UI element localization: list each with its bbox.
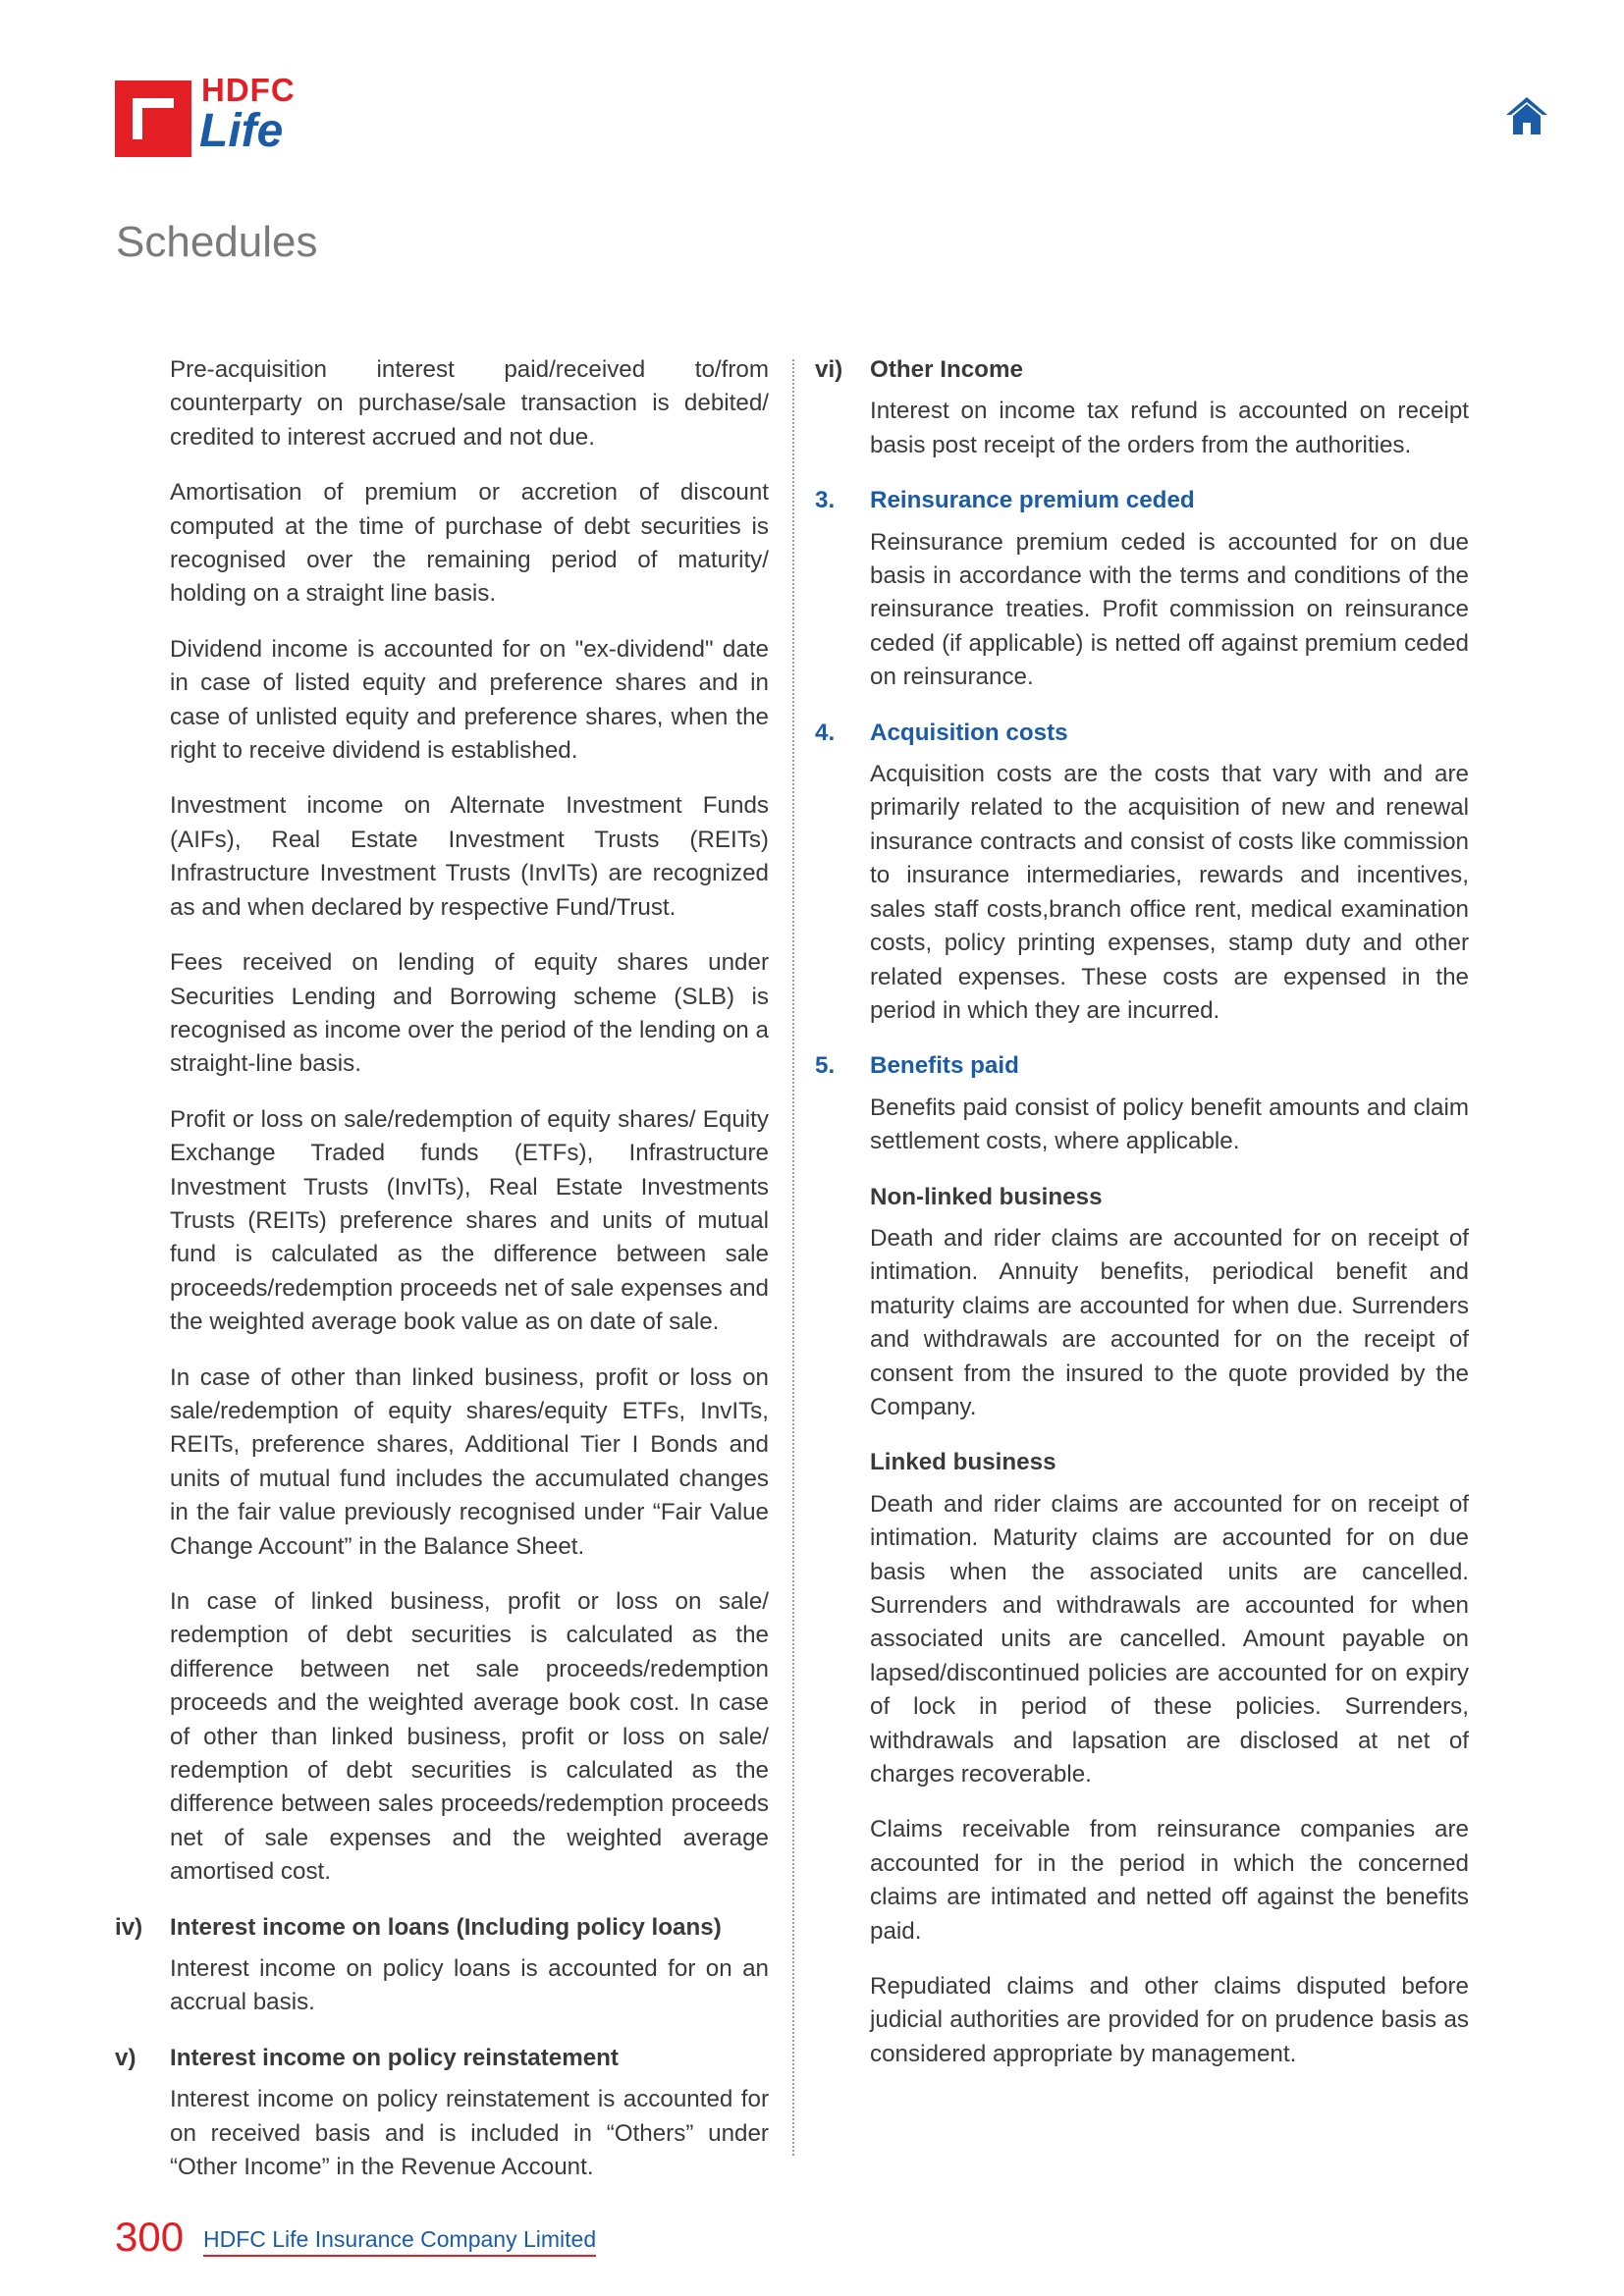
linked-business-text: Death and rider claims are accounted for on receipt of intimation. Maturity claims are accounted for on due basis when the associated units are cancelled. Surrenders and withdrawals are accounted for when associated units are cancelled. Amount payable on lapsed/discontinued policies are accounted for on expiry of lock in period of these policies. Surrenders, withdrawals and lapsation are disclosed at net of charges recoverable.	[870, 1490, 1469, 1789]
claims-receivable-text: Claims receivable from reinsurance companies are accounted for in the period in which the concerned claims are intimated and netted off against the benefits paid.	[870, 1816, 1469, 1945]
paragraph-pre-acquisition-interest: Pre-acquisition interest paid/received to/from counterparty on purchase/sale transaction is debited/ credited to interest accrued and not due.	[170, 356, 769, 451]
section-3-text: Reinsurance premium ceded is accounted for on due basis in accordance with the terms and conditions of the reinsurance treaties. Profit commission on reinsurance ceded (if applicable) is netted off against premium ceded on reinsurance.	[870, 528, 1469, 691]
paragraph-equity-profit-loss: Profit or loss on sale/redemption of equity shares/ Equity Exchange Traded funds (ETFs), Infrastructure Investment Trusts (InvITs), Real Estate Investments Trusts (REITs) preference shares and units of mutual fund is calculated as the difference between sale proceeds/redemption proceeds net of sale expenses and the weighted average book value as on date of sale.	[170, 1105, 769, 1336]
section-vi-heading	[815, 353, 1469, 387]
section-v-heading	[115, 2042, 769, 2075]
section-3-heading	[815, 484, 1469, 517]
section-4-text: Acquisition costs are the costs that vary with and are primarily related to the acquisition of new and renewal insurance contracts and consist of costs like commission to insurance intermediaries, rewards and incentives, sales staff costs,branch office rent, medical examination costs, policy printing expenses, stamp duty and other related expenses. These costs are expensed in the period in which they are incurred.	[870, 761, 1469, 1024]
non-linked-business-title: Non-linked business	[870, 1183, 1103, 1210]
column-divider	[792, 359, 794, 2156]
linked-business-title: Linked business	[870, 1449, 1056, 1476]
section-iv-text: Interest income on policy loans is accounted for on an accrual basis.	[170, 1955, 769, 2016]
paragraph-investment-income-aif: Investment income on Alternate Investment Funds (AIFs), Real Estate Investment Trusts (REITs) Infrastructure Investment Trusts (InvITs) are recognized as and when declared by respective Fund/Trust.	[170, 792, 769, 921]
non-linked-business-text: Death and rider claims are accounted for on receipt of intimation. Annuity benefits, periodical benefit and maturity claims are accounted for when due. Surrenders and withdrawals are accounted for on the receipt of consent from the insured to the quote provided by the Company.	[870, 1224, 1469, 1420]
section-iv-heading	[115, 1911, 769, 1945]
logo-text-hdfc: HDFC	[201, 72, 296, 108]
home-icon[interactable]	[1504, 94, 1549, 137]
section-3-title: Reinsurance premium ceded	[870, 487, 1195, 514]
paragraph-debt-securities: In case of linked business, profit or loss on sale/ redemption of debt securities is calculated as the difference between net sale proceeds/redemption proceeds and the weighted average book cost. In case of other than linked business, profit or loss on sale/ redemption of debt securities is calculated as the difference between sales proceeds/redemption proceeds net of sale expenses and the weighted average amortised cost.	[170, 1588, 769, 1886]
paragraph-dividend-income: Dividend income is accounted for on "ex-dividend" date in case of listed equity and preference shares and in case of unlisted equity and preference shares, when the right to receive dividend is established.	[170, 635, 769, 765]
paragraph-amortisation: Amortisation of premium or accretion of discount computed at the time of purchase of debt securities is recognised over the remaining period of maturity/ holding on a straight line basis.	[170, 479, 769, 608]
company-name-link[interactable]: HDFC Life Insurance Company Limited	[203, 2226, 596, 2257]
section-v-title: Interest income on policy reinstatement	[170, 2044, 619, 2071]
section-v-text: Interest income on policy reinstatement is accounted for on received basis and is included in “Others” under “Other Income” in the Revenue Account.	[170, 2086, 769, 2181]
logo-text-life: Life	[199, 105, 284, 157]
paragraph-slb-fees: Fees received on lending of equity shares under Securities Lending and Borrowing scheme (SLB) is recognised as income over the period of the lending on a straight-line basis.	[170, 949, 769, 1078]
repudiated-claims-text: Repudiated claims and other claims disputed before judicial authorities are provided for on prudence basis as considered appropriate by management.	[870, 1973, 1469, 2067]
section-vi-text: Interest on income tax refund is accounted on receipt basis post receipt of the orders from the authorities.	[870, 398, 1469, 458]
section-5-heading	[815, 1049, 1469, 1083]
section-v-number: v)	[115, 2044, 136, 2071]
section-4-title: Acquisition costs	[870, 719, 1068, 746]
section-5-text: Benefits paid consist of policy benefit amounts and claim settlement costs, where applicable.	[870, 1094, 1469, 1155]
paragraph-non-linked-fair-value: In case of other than linked business, profit or loss on sale/redemption of equity shares/equity ETFs, InvITs, REITs, preference shares, Additional Tier I Bonds and units of mutual fund includes the accumulated changes in the fair value previously recognised under “Fair Value Change Account” in the Balance Sheet.	[170, 1363, 769, 1560]
section-5-title: Benefits paid	[870, 1052, 1019, 1080]
section-vi-number: vi)	[815, 356, 843, 383]
left-column	[115, 353, 769, 2207]
page-number: 300	[115, 2214, 185, 2260]
right-column	[815, 353, 1469, 2093]
section-5-number: 5.	[815, 1052, 836, 1080]
section-iv-number: iv)	[115, 1913, 143, 1941]
section-iv-title: Interest income on loans (Including policy loans)	[170, 1913, 722, 1941]
page-title: Schedules	[116, 218, 318, 266]
section-4-heading	[815, 717, 1469, 750]
section-3-number: 3.	[815, 487, 836, 514]
section-4-number: 4.	[815, 719, 836, 746]
logo-mark	[115, 80, 191, 157]
hdfc-life-logo	[115, 73, 307, 157]
section-vi-title: Other Income	[870, 356, 1023, 383]
